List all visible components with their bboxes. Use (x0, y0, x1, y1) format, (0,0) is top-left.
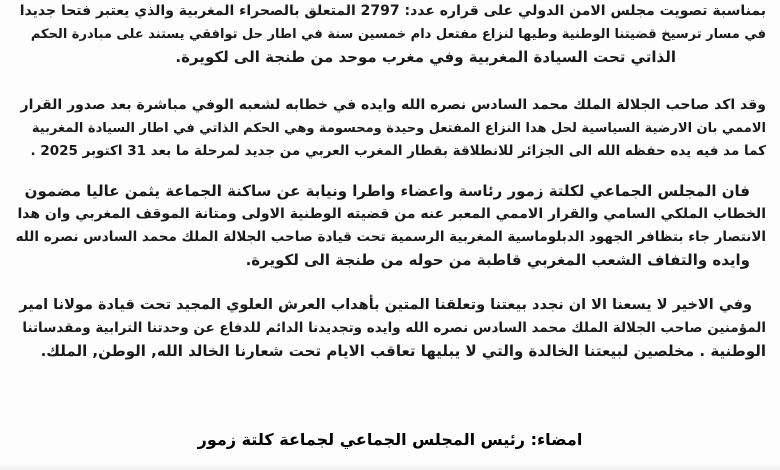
text-line: الوطنية . مخلصين لبيعتنا الخالدة والتي لا يبليها تعاقب الايام تحت شعارنا الخالد الله, الوطن, الملك. (40, 342, 766, 360)
text-line: في مسار ترسيخ قضيتنا الوطنية وطيها لنزاع مفتعل دام خمسين سنة في اطار حل توافقي يستند على مبادرة الحكم (30, 27, 766, 42)
paragraph-allegiance (14, 294, 766, 363)
text-line: فان المجلس الجماعي لكلتة زمور رئاسة واعضاء واطرا ونيابة عن ساكنة الجماعة يثمن عاليا مضمون (24, 182, 750, 200)
paragraph-royal-speech (14, 94, 766, 163)
text-line: بمناسبة تصويت مجلس الامن الدولي على قراره عدد: 2797 المتعلق بالصحراء المغربية والذي يعتبر فتحا جديدا (19, 3, 766, 19)
text-line: وفي الاخير لا يسعنا الا ان نجدد بيعتنا وتعلقنا المتين بأهداب العرش العلوي المجيد تحت قيادة مولانا امير (19, 297, 752, 313)
text-line: كما مد فيه يده حفظه الله الى الجزائر للانطلاقة بقطار المغرب العربي من جديد لمرحلة ما بعد 31 اكتوبر 2025 . (30, 143, 766, 159)
text-line: الاممي بان الارضية السياسية لحل هدا النزاع المفتعل وحيدة ومحسومة وهي الحكم الذاتي في اطار السيادة المغربية (31, 121, 766, 136)
paragraph-council-statement (14, 180, 766, 272)
text-line: المؤمنين صاحب الجلالة الملك محمد السادس نصره الله وايده وتجديدنا الدائم للدفاع عن وحدتنا الترابية ومقدساتنا (22, 320, 766, 336)
text-line: وقد اكد صاحب الجلالة الملك محمد السادس نصره الله وايده في خطابه لشعبه الوفي مباشرة بعد صدور القرار (20, 97, 766, 113)
text-line: الانتصار جاء بتظافر الجهود الدبلوماسية المغربية الرسمية تحت قيادة صاحب الجلالة الملك محمد السادس نصره الله (15, 229, 766, 245)
text-line: وايده والتفاف الشعب المغربي قاطبة من حوله من طنجة الى لكويرة. (245, 251, 750, 269)
paragraph-security-council-vote (14, 0, 766, 69)
signature-line: امضاء: رئيس المجلس الجماعي لجماعة كلتة زمور (197, 430, 583, 449)
text-line: الخطاب الملكي السامي والقرار الاممي المعبر عنه من قضيته الوطنية الاولى ومتانة الموقف المغربي وان هدا (17, 206, 766, 222)
page-bottom-edge (0, 464, 780, 470)
text-line: الذاتي تحت السيادة المغربية وفي مغرب موحد من طنجة الى لكويرة. (175, 48, 676, 66)
